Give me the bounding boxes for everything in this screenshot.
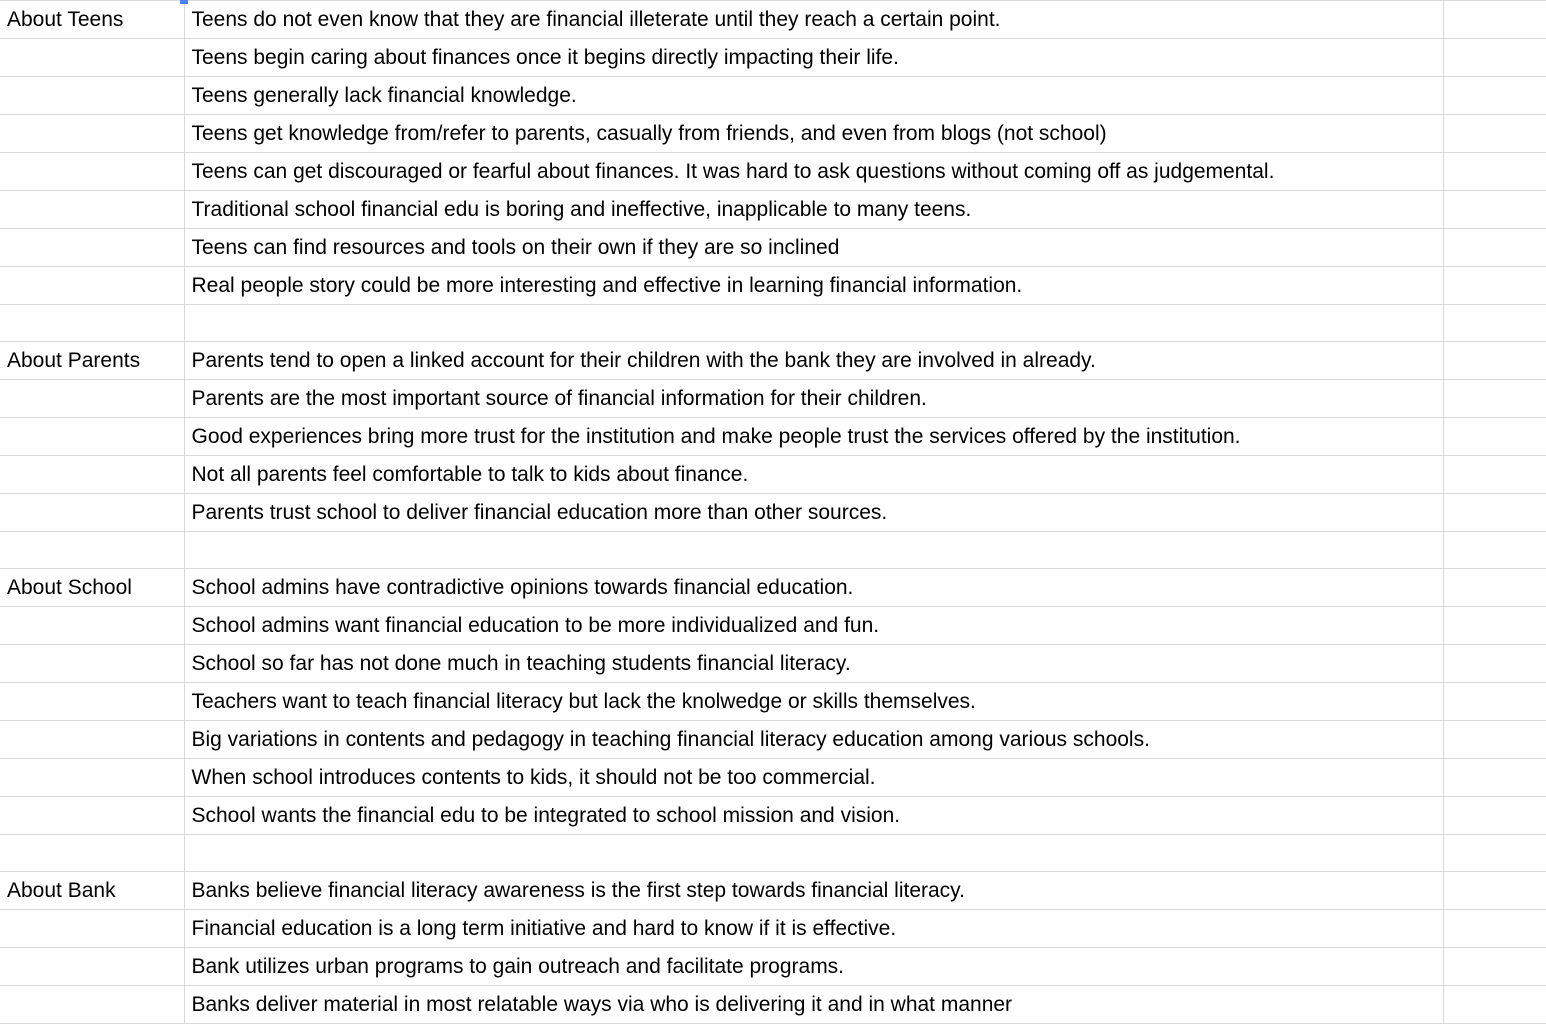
finding-cell[interactable]: Financial education is a long term initiative and hard to know if it is effective. (184, 910, 1443, 948)
finding-cell[interactable]: Teens generally lack financial knowledge. (184, 77, 1443, 115)
empty-cell[interactable] (184, 835, 1443, 872)
finding-cell[interactable]: Big variations in contents and pedagogy in teaching financial literacy education among various schools. (184, 721, 1443, 759)
empty-cell[interactable] (0, 759, 184, 797)
empty-cell[interactable] (1443, 494, 1546, 532)
empty-cell[interactable] (1443, 721, 1546, 759)
empty-cell[interactable] (0, 797, 184, 835)
empty-cell[interactable] (1443, 835, 1546, 872)
empty-cell[interactable] (1443, 1, 1546, 39)
empty-cell[interactable] (0, 380, 184, 418)
finding-cell[interactable]: Teens can get discouraged or fearful about finances. It was hard to ask questions without coming off as judgemental. (184, 153, 1443, 191)
finding-cell[interactable]: When school introduces contents to kids, it should not be too commercial. (184, 759, 1443, 797)
empty-cell[interactable] (1443, 115, 1546, 153)
finding-cell[interactable]: School wants the financial edu to be integrated to school mission and vision. (184, 797, 1443, 835)
table-row (0, 645, 1546, 683)
empty-cell[interactable] (1443, 607, 1546, 645)
table-row (0, 267, 1546, 305)
table-row (0, 115, 1546, 153)
table-row (0, 380, 1546, 418)
table-row (0, 569, 1546, 607)
empty-cell[interactable] (1443, 191, 1546, 229)
finding-cell[interactable]: Banks deliver material in most relatable ways via who is delivering it and in what manner (184, 986, 1443, 1024)
table-row (0, 305, 1546, 342)
empty-cell[interactable] (1443, 645, 1546, 683)
table-row (0, 456, 1546, 494)
table-row (0, 683, 1546, 721)
finding-cell[interactable]: Teens get knowledge from/refer to parents, casually from friends, and even from blogs (not school) (184, 115, 1443, 153)
finding-cell[interactable]: Parents are the most important source of financial information for their children. (184, 380, 1443, 418)
empty-cell[interactable] (1443, 759, 1546, 797)
empty-cell[interactable] (1443, 342, 1546, 380)
finding-cell[interactable]: Not all parents feel comfortable to talk to kids about finance. (184, 456, 1443, 494)
empty-cell[interactable] (0, 115, 184, 153)
finding-cell[interactable]: Teachers want to teach financial literacy but lack the knolwedge or skills themselves. (184, 683, 1443, 721)
table-row (0, 77, 1546, 115)
empty-cell[interactable] (0, 153, 184, 191)
empty-cell[interactable] (0, 683, 184, 721)
finding-cell[interactable]: School admins have contradictive opinions towards financial education. (184, 569, 1443, 607)
table-row (0, 342, 1546, 380)
empty-cell[interactable] (1443, 948, 1546, 986)
empty-cell[interactable] (0, 191, 184, 229)
empty-cell[interactable] (1443, 77, 1546, 115)
empty-cell[interactable] (0, 39, 184, 77)
table-row (0, 153, 1546, 191)
table-row (0, 721, 1546, 759)
empty-cell[interactable] (0, 645, 184, 683)
empty-cell[interactable] (0, 77, 184, 115)
empty-cell[interactable] (0, 986, 184, 1024)
table-row (0, 191, 1546, 229)
empty-cell[interactable] (0, 494, 184, 532)
empty-cell[interactable] (1443, 418, 1546, 456)
empty-cell[interactable] (184, 305, 1443, 342)
table-row (0, 532, 1546, 569)
finding-cell[interactable]: Bank utilizes urban programs to gain outreach and facilitate programs. (184, 948, 1443, 986)
table-row (0, 1, 1546, 39)
table-row (0, 759, 1546, 797)
empty-cell[interactable] (1443, 569, 1546, 607)
finding-cell[interactable]: Real people story could be more interesting and effective in learning financial information. (184, 267, 1443, 305)
table-row (0, 418, 1546, 456)
finding-cell[interactable]: Traditional school financial edu is boring and ineffective, inapplicable to many teens. (184, 191, 1443, 229)
finding-cell[interactable]: School so far has not done much in teaching students financial literacy. (184, 645, 1443, 683)
empty-cell[interactable] (1443, 456, 1546, 494)
finding-cell[interactable]: Parents trust school to deliver financial education more than other sources. (184, 494, 1443, 532)
finding-cell[interactable]: Teens do not even know that they are financial illeterate until they reach a certain point. (184, 1, 1443, 39)
selection-handle[interactable] (180, 0, 188, 4)
category-cell[interactable]: About Parents (0, 342, 184, 380)
table-row (0, 835, 1546, 872)
empty-cell[interactable] (1443, 683, 1546, 721)
empty-cell[interactable] (184, 532, 1443, 569)
table-row (0, 39, 1546, 77)
empty-cell[interactable] (0, 305, 184, 342)
empty-cell[interactable] (1443, 986, 1546, 1024)
empty-cell[interactable] (0, 267, 184, 305)
finding-cell[interactable]: Parents tend to open a linked account for their children with the bank they are involved in already. (184, 342, 1443, 380)
table-row (0, 229, 1546, 267)
table-row (0, 948, 1546, 986)
empty-cell[interactable] (0, 948, 184, 986)
empty-cell[interactable] (0, 607, 184, 645)
empty-cell[interactable] (0, 456, 184, 494)
category-cell[interactable]: About School (0, 569, 184, 607)
empty-cell[interactable] (0, 721, 184, 759)
empty-cell[interactable] (1443, 305, 1546, 342)
empty-cell[interactable] (1443, 872, 1546, 910)
finding-cell[interactable]: Banks believe financial literacy awareness is the first step towards financial literacy. (184, 872, 1443, 910)
table-row (0, 910, 1546, 948)
empty-cell[interactable] (0, 532, 184, 569)
empty-cell[interactable] (1443, 380, 1546, 418)
finding-cell[interactable]: Good experiences bring more trust for the institution and make people trust the services offered by the institution. (184, 418, 1443, 456)
empty-cell[interactable] (0, 229, 184, 267)
empty-cell[interactable] (1443, 153, 1546, 191)
category-cell[interactable]: About Teens (0, 1, 184, 39)
empty-cell[interactable] (1443, 532, 1546, 569)
category-cell[interactable]: About Bank (0, 872, 184, 910)
empty-cell[interactable] (1443, 39, 1546, 77)
finding-cell[interactable]: Teens can find resources and tools on their own if they are so inclined (184, 229, 1443, 267)
empty-cell[interactable] (0, 835, 184, 872)
empty-cell[interactable] (1443, 910, 1546, 948)
empty-cell[interactable] (1443, 267, 1546, 305)
table-row (0, 872, 1546, 910)
empty-cell[interactable] (0, 910, 184, 948)
table-row (0, 797, 1546, 835)
empty-cell[interactable] (0, 418, 184, 456)
table-row (0, 607, 1546, 645)
table-row (0, 494, 1546, 532)
finding-cell[interactable]: School admins want financial education to be more individualized and fun. (184, 607, 1443, 645)
finding-cell[interactable]: Teens begin caring about finances once it begins directly impacting their life. (184, 39, 1443, 77)
empty-cell[interactable] (1443, 229, 1546, 267)
empty-cell[interactable] (1443, 797, 1546, 835)
table-row (0, 986, 1546, 1024)
